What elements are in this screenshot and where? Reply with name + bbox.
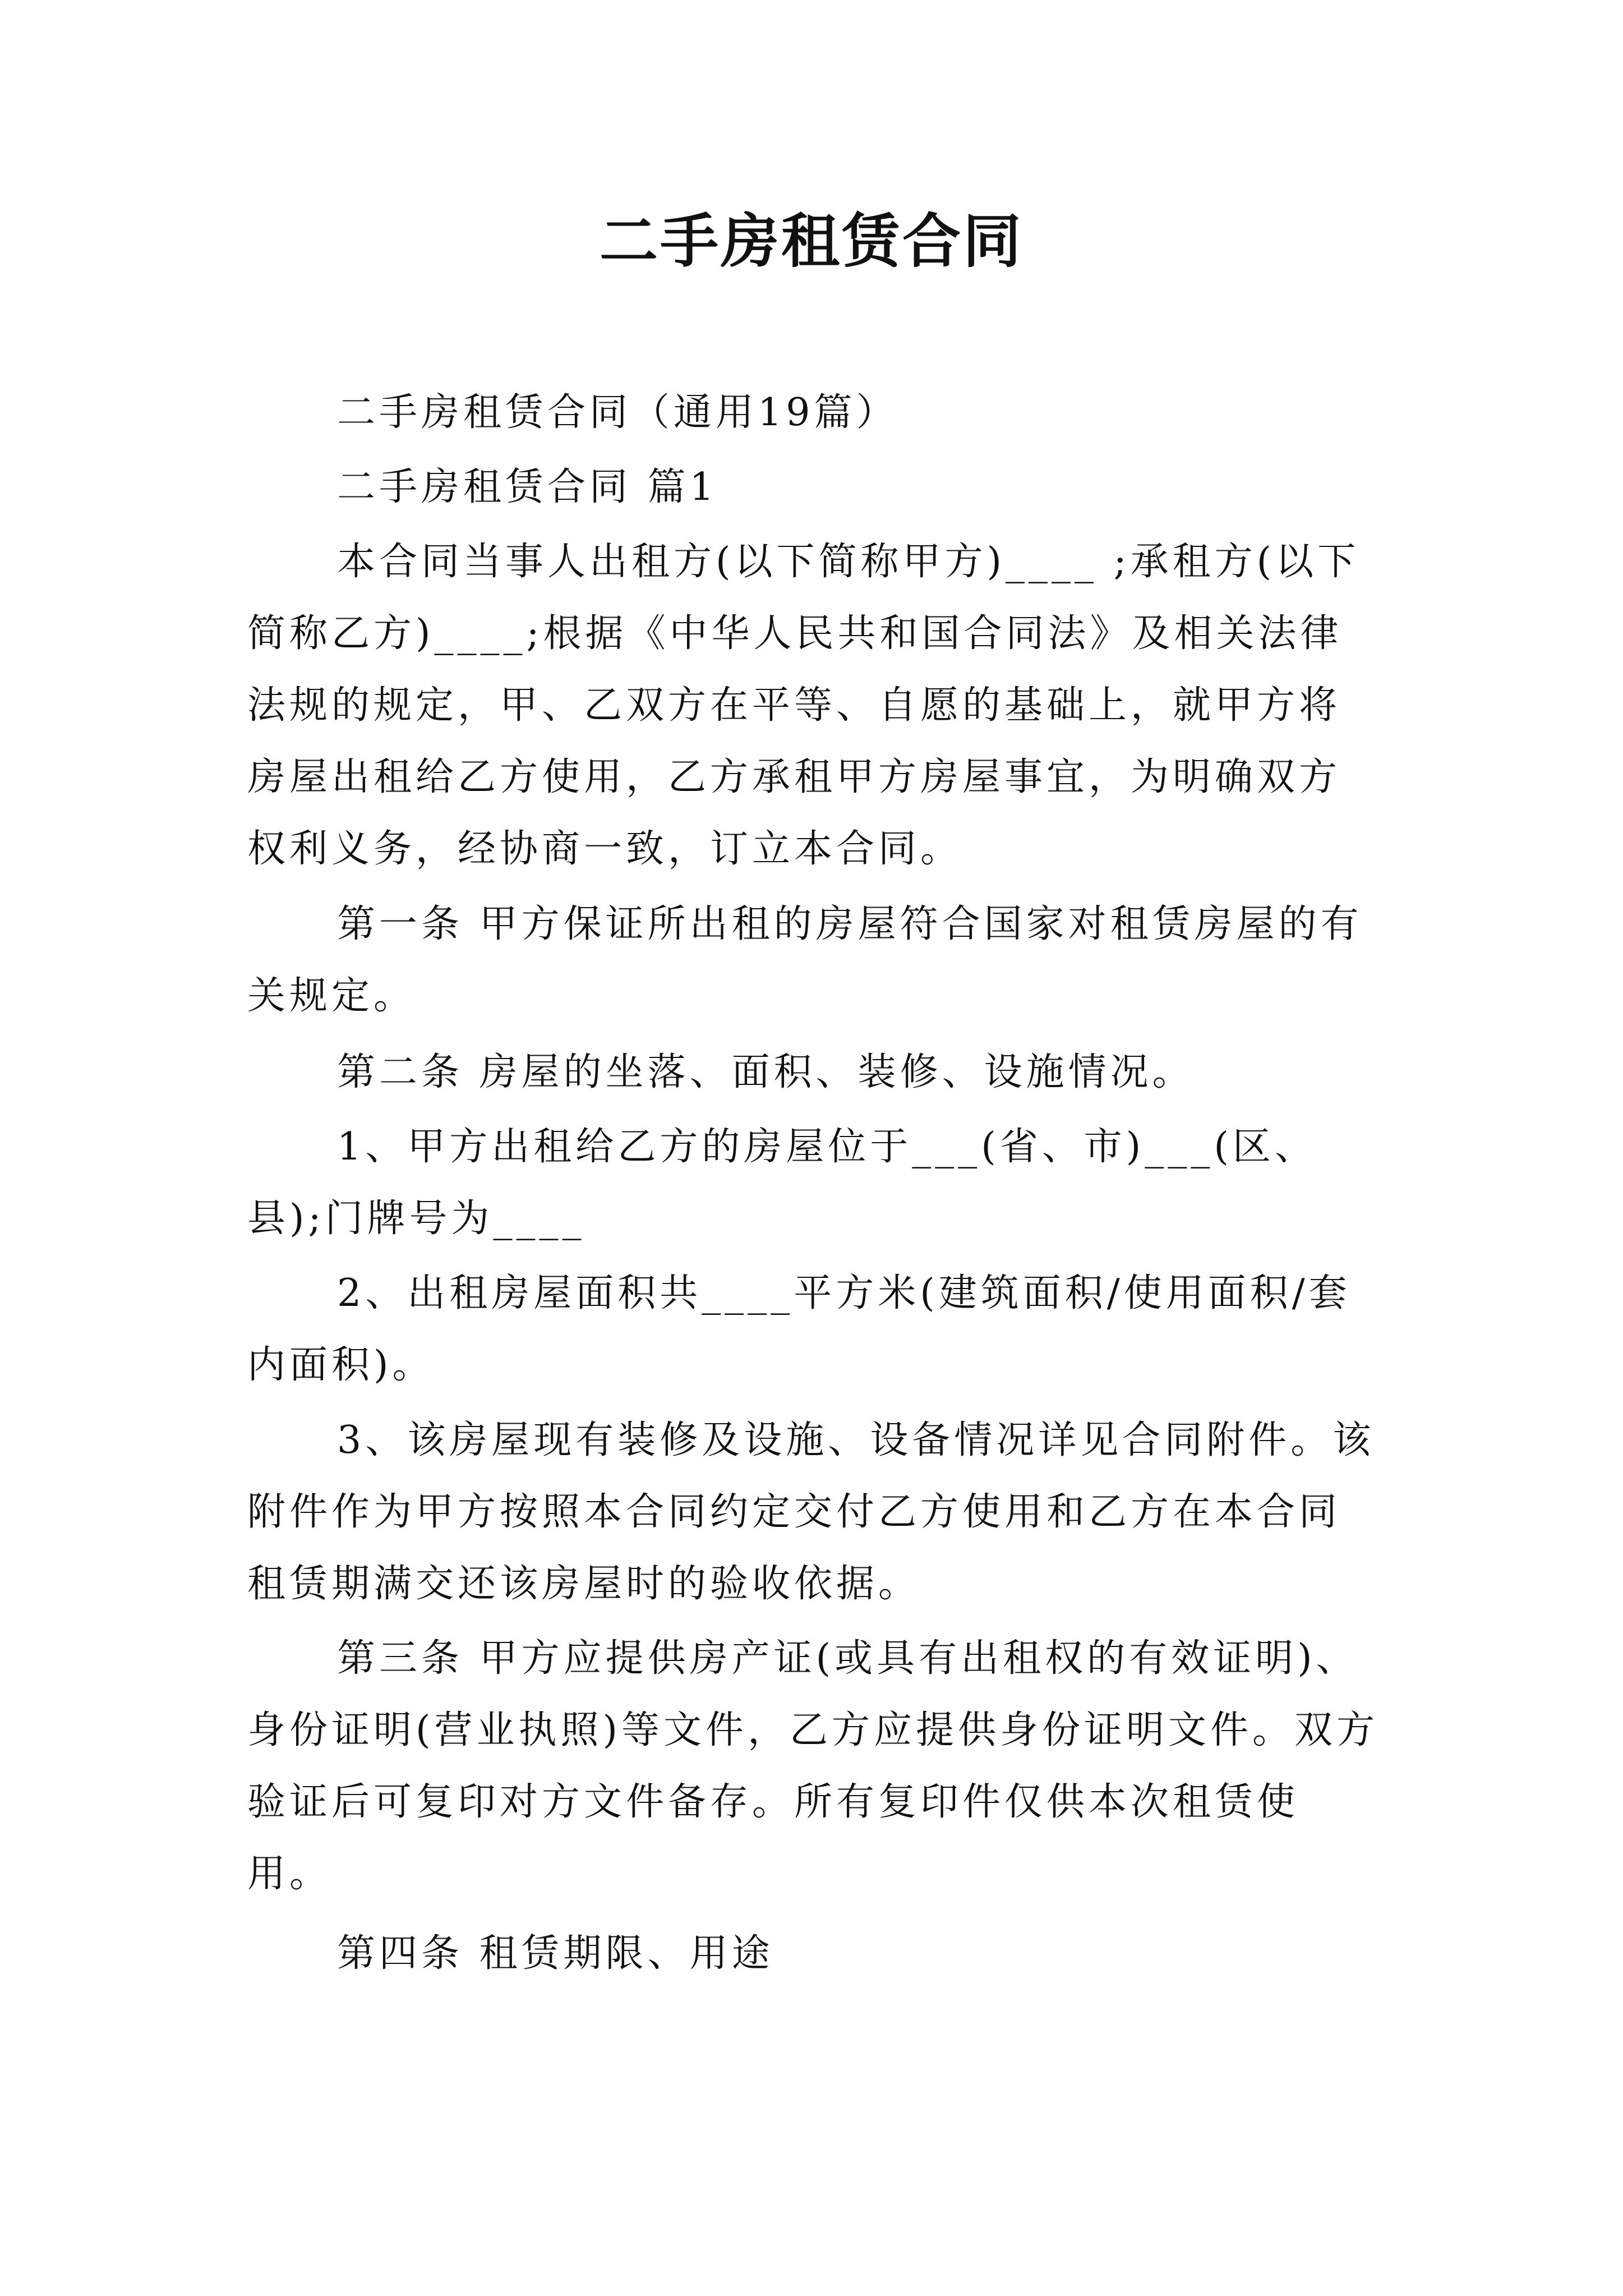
document-body <box>247 377 1380 1990</box>
paragraph-article-1: 第一条 甲方保证所出租的房屋符合国家对租赁房屋的有关规定。 <box>247 902 1363 1018</box>
paragraph-article-4: 第四条 租赁期限、用途 <box>337 1931 774 1976</box>
paragraph-item-3: 3、该房屋现有装修及设施、设备情况详见合同附件。该附件作为甲方按照本合同约定交付乙方使用和乙方在本合同租赁期满交还该房屋时的验收依据。 <box>247 1418 1375 1606</box>
paragraph-article-3: 第三条 甲方应提供房产证(或具有出租权的有效证明)、身份证明(营业执照)等文件，乙方应提供身份证明文件。双方验证后可复印对方文件备存。所有复印件仅供本次租赁使用。 <box>247 1636 1379 1896</box>
paragraph-item-2: 2、出租房屋面积共____平方米(建筑面积/使用面积/套内面积)。 <box>247 1271 1351 1387</box>
paragraph-item-1: 1、甲方出租给乙方的房屋位于___(省、市)___(区、县);门牌号为____ <box>247 1125 1317 1241</box>
paragraph-preamble: 本合同当事人出租方(以下简称甲方)____ ;承租方(以下简称乙方)____;根据《中华人民共和国合同法》及相关法律法规的规定，甲、乙双方在平等、自愿的基础上，就甲方将房屋出租给乙方使用，乙方承租甲方房屋事宜，为明确双方权利义务，经协商一致，订立本合同。 <box>247 540 1360 871</box>
paragraph-article-2: 第二条 房屋的坐落、面积、装修、设施情况。 <box>337 1050 1195 1094</box>
document-title: 二手房租赁合同 <box>599 206 1023 275</box>
section-heading: 二手房租赁合同 篇1 <box>337 465 718 509</box>
document-subtitle: 二手房租赁合同（通用19篇） <box>337 390 898 435</box>
